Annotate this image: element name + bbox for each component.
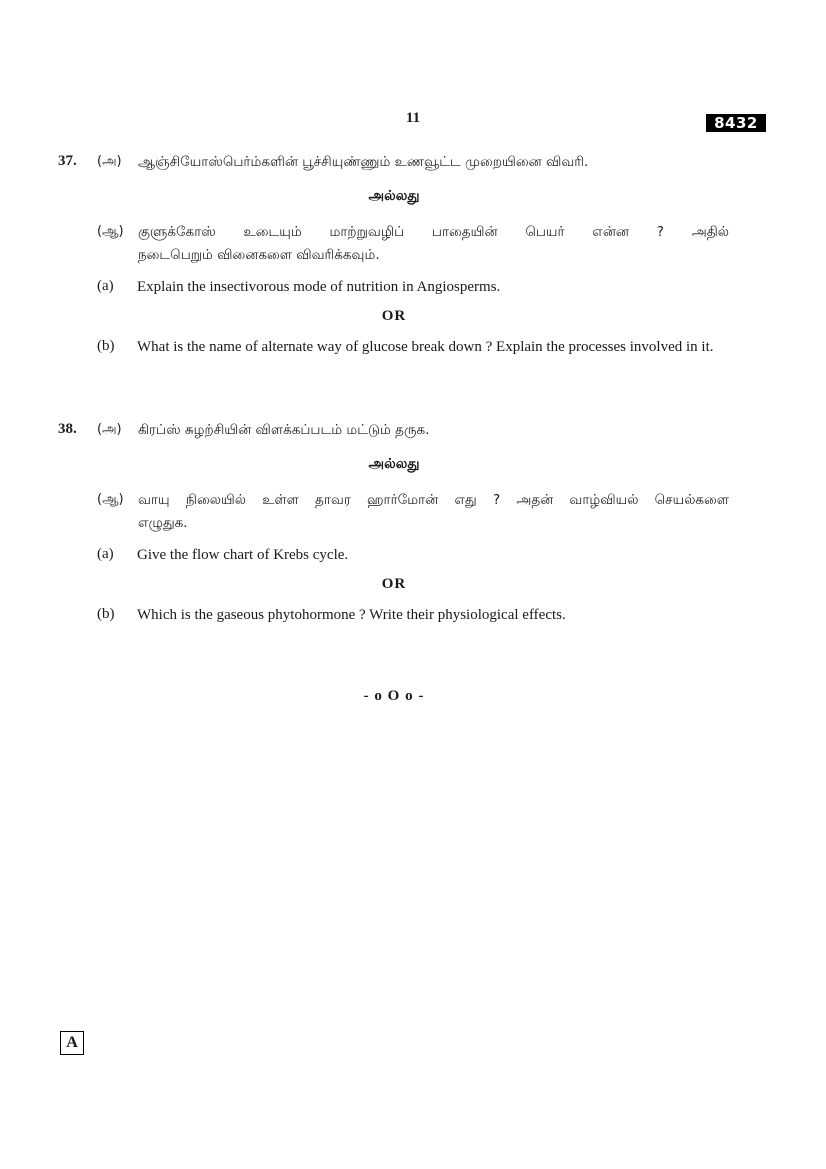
page-number: 11 — [405, 110, 421, 126]
q38-english-b-label: (b) — [97, 606, 115, 622]
paper-code-badge: 8432 — [706, 114, 766, 132]
q37-english-b-text: What is the name of alternate way of glucose break down ? Explain the processes involved in it. — [137, 339, 714, 355]
q37-english-a-label: (a) — [97, 278, 114, 294]
q37-tamil-or: அல்லது — [368, 188, 420, 204]
q37-tamil-a-label: (அ) — [97, 154, 122, 169]
q37-tamil-b-line1: குளுக்கோஸ் உடையும் மாற்றுவழிப் பாதையின் பெயர் என்ன ? அதில் — [138, 224, 729, 240]
q38-tamil-a-label: (அ) — [97, 422, 122, 437]
q37-english-or: OR — [381, 308, 407, 324]
q38-tamil-or: அல்லது — [368, 456, 420, 472]
end-of-paper-mark: - o O o - — [363, 688, 425, 704]
q38-english-b-text: Which is the gaseous phytohormone ? Write their physiological effects. — [137, 607, 566, 623]
version-box: A — [60, 1031, 84, 1055]
q37-english-b-label: (b) — [97, 338, 115, 354]
q37-tamil-b-label: (ஆ) — [97, 224, 124, 239]
q37-tamil-b-line2: நடைபெறும் வினைகளை விவரிக்கவும். — [138, 247, 380, 263]
q38-tamil-a-text: கிரப்ஸ் சுழற்சியின் விளக்கப்படம் மட்டும் தருக. — [138, 422, 430, 438]
q38-tamil-b-line1: வாயு நிலையில் உள்ள தாவர ஹார்மோன் எது ? அதன் வாழ்வியல் செயல்களை — [138, 492, 729, 508]
q38-english-a-text: Give the flow chart of Krebs cycle. — [137, 547, 349, 563]
q38-tamil-b-line2: எழுதுக. — [138, 515, 188, 531]
q38-tamil-b-label: (ஆ) — [97, 492, 124, 507]
question-number-37: 37. — [58, 153, 77, 169]
q37-tamil-a-text: ஆஞ்சியோஸ்பெர்ம்களின் பூச்சியுண்ணும் உணவூட்ட முறையினை விவரி. — [138, 154, 589, 170]
q38-english-a-label: (a) — [97, 546, 114, 562]
q37-english-a-text: Explain the insectivorous mode of nutrition in Angiosperms. — [137, 279, 501, 295]
question-number-38: 38. — [58, 421, 77, 437]
q38-english-or: OR — [381, 576, 407, 592]
